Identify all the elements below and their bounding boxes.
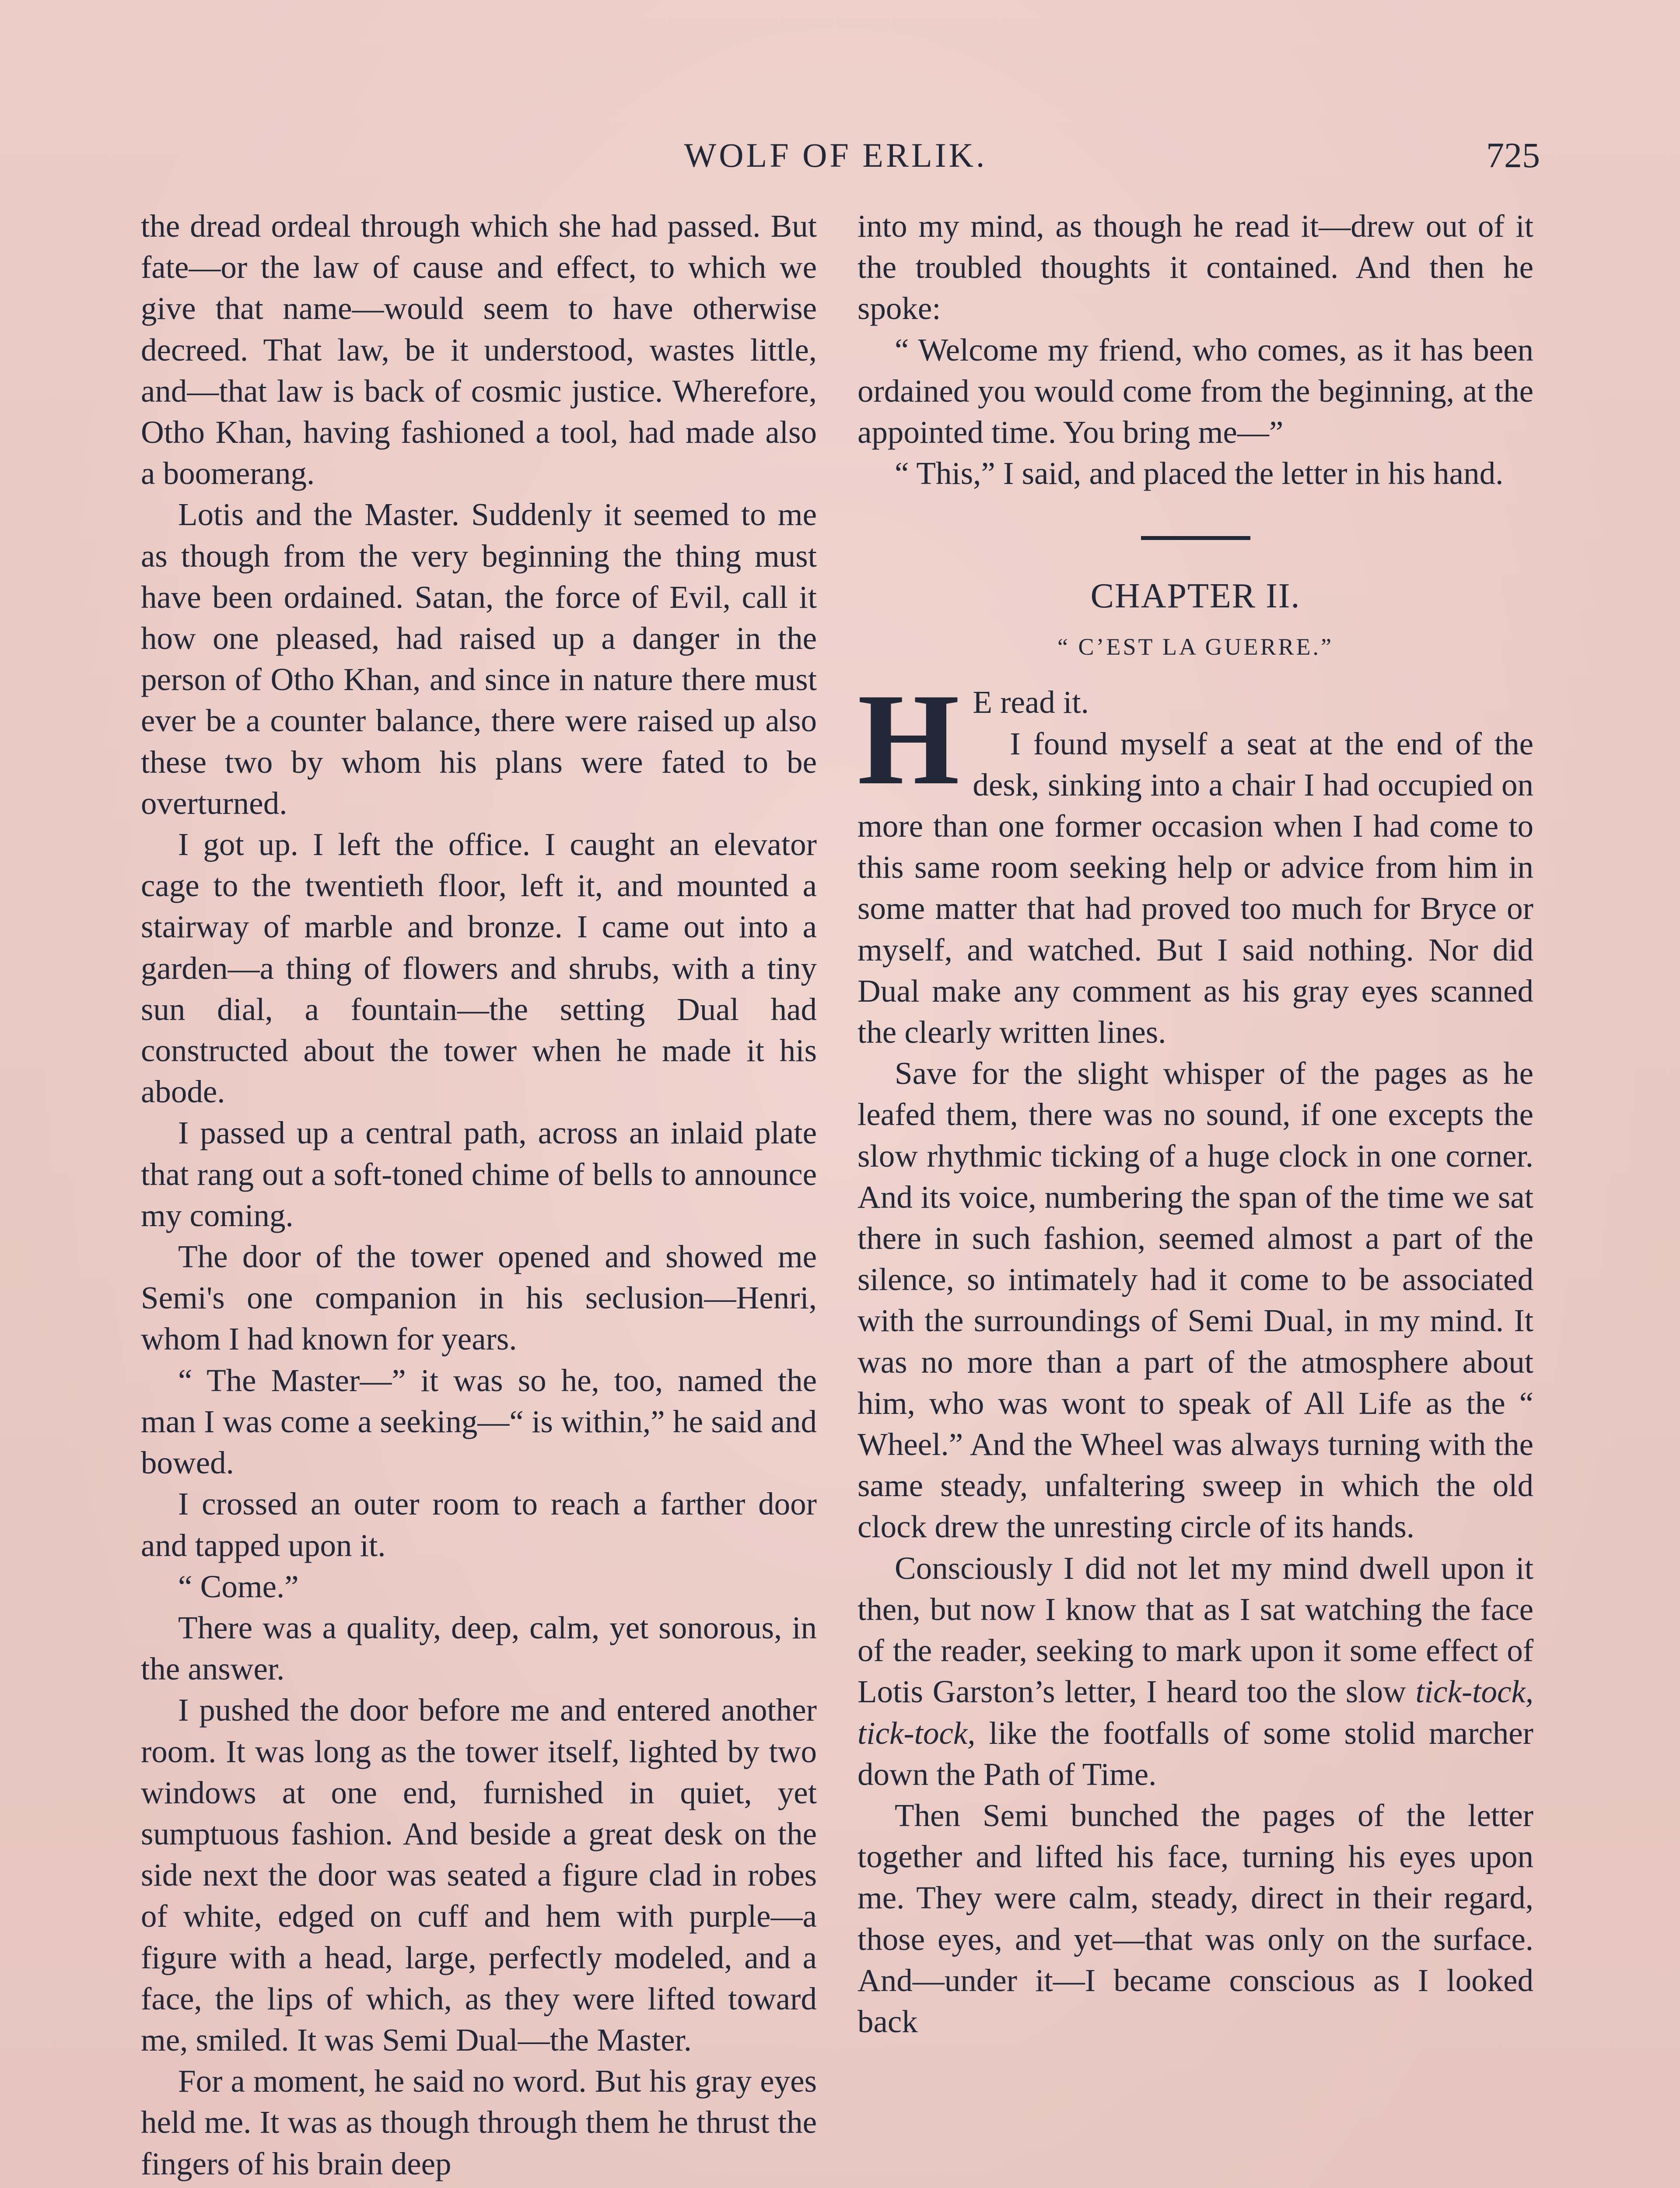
paragraph [858,1548,1533,1795]
chapter-opening-paragraph [858,666,1533,812]
paragraph: “ The Master—” it was so he, too, named the man I was come a seeking—“ is within,” he said and bowed. [141,1362,817,1481]
drop-cap: H [858,666,960,812]
paragraph: “ This,” I said, and placed the letter in his hand. [895,456,1504,491]
paragraph-text: like the footfalls of some stolid marcher down the Path of Time. [858,1715,1533,1792]
paragraph: “ Welcome my friend, who comes, as it has been ordained you would come from the beginning, at the appointed time. You bring me—” [858,332,1533,450]
paragraph: into my mind, as though he read it—drew out of it the troubled thoughts it contained. And then he spoke: [858,208,1533,326]
paragraph: Save for the slight whisper of the pages as he leafed them, there was no sound, if one excepts the slow rhythmic ticking of a huge clock in one corner. And its voice, numbering the span of the time we sat there in such fashion, seemed almost a part of the silence, so intimately had it come to be associated with the surroundings of Semi Dual, in my mind. It was no more than a part of the atmosphere about him, who was wont to speak of All Life as the “ Wheel.” And the Wheel was always turning with the same steady, unfaltering sweep in which the old clock drew the unresting circle of its hands. [858,1055,1533,1545]
chapter-heading: CHAPTER II. [1090,577,1301,616]
paragraph: The door of the tower opened and showed me Semi's one companion in his seclusion—Henri, whom I had known for years. [141,1239,817,1357]
opening-text: E read it. [973,684,1089,720]
paragraph: Lotis and the Master. Suddenly it seemed to me as though from the very beginning the thing must have been ordained. Satan, the force of Evil, call it how one pleased, had raised up a danger in the person of Otho Khan, and since in nature there must ever be a counter balance, there were raised up also these two by whom his plans were fated to be overturned. [141,497,817,821]
paragraph: Then Semi bunched the pages of the letter together and lifted his face, turning his eyes upon me. They were calm, steady, direct in their regard, those eyes, and yet—that was only on the surface. And—under it—I became conscious as I looked back [858,1797,1533,2039]
paragraph: I found myself a seat at the end of the desk, sinking into a chair I had occupied on more than one former occasion when I had come to this same room seeking help or advice from him in some matter that had proved too much for Bryce or myself, and watched. But I said nothing. Nor did Dual make any comment as his gray eyes scanned the clearly written lines. [858,726,1533,1050]
left-column [141,206,817,2184]
paragraph: For a moment, he said no word. But his gray eyes held me. It was as though through them he thrust the fingers of his brain deep [141,2063,817,2181]
paragraph: There was a quality, deep, calm, yet sonorous, in the answer. [141,1609,817,1687]
paragraph: I passed up a central path, across an inlaid plate that rang out a soft-toned chime of bells to announce my coming. [141,1115,817,1233]
paragraph: I pushed the door before me and entered another room. It was long as the tower itself, lighted by two windows at one end, furnished in quiet, yet sumptuous fashion. And beside a great desk on the side next the door was seated a figure clad in robes of white, edged on cuff and hem with purple—a figure with a head, large, perfectly modeled, and a face, the lips of which, as they were lifted toward me, smiled. It was Semi Dual—the Master. [141,1692,817,2058]
section-divider [1141,536,1250,540]
paragraph: the dread ordeal through which she had passed. But fate—or the law of cause and effect, to which we give that name—would seem to have otherwise decreed. That law, be it understood, wastes little, and—that law is back of cosmic justice. Wherefore, Otho Khan, having fashioned a tool, had made also a boomerang. [141,208,817,491]
paragraph: “ Come.” [178,1568,299,1604]
page-header [131,131,1540,179]
right-column [858,206,1533,2042]
running-title: WOLF OF ERLIK. [684,136,987,174]
paragraph-text: Consciously I did not let my mind dwell upon it then, but now I know that as I sat watching the face of the reader, seeking to mark upon it some effect of Lotis Garston’s letter, I heard too the slow [858,1550,1533,1710]
italic-phrase: tick-tock, tick-tock, [858,1674,1533,1751]
paragraph: I crossed an outer room to reach a farther door and tapped upon it. [141,1486,817,1563]
paragraph: I got up. I left the office. I caught an elevator cage to the twentieth floor, left it, and mounted a stairway of marble and bronze. I came out into a garden—a thing of flowers and shrubs, with a tiny sun dial, a fountain—the setting Dual had constructed about the tower when he made it his abode. [141,827,817,1110]
chapter-subtitle: “ C’EST LA GUERRE.” [1057,634,1334,660]
page-number: 725 [1486,135,1540,175]
